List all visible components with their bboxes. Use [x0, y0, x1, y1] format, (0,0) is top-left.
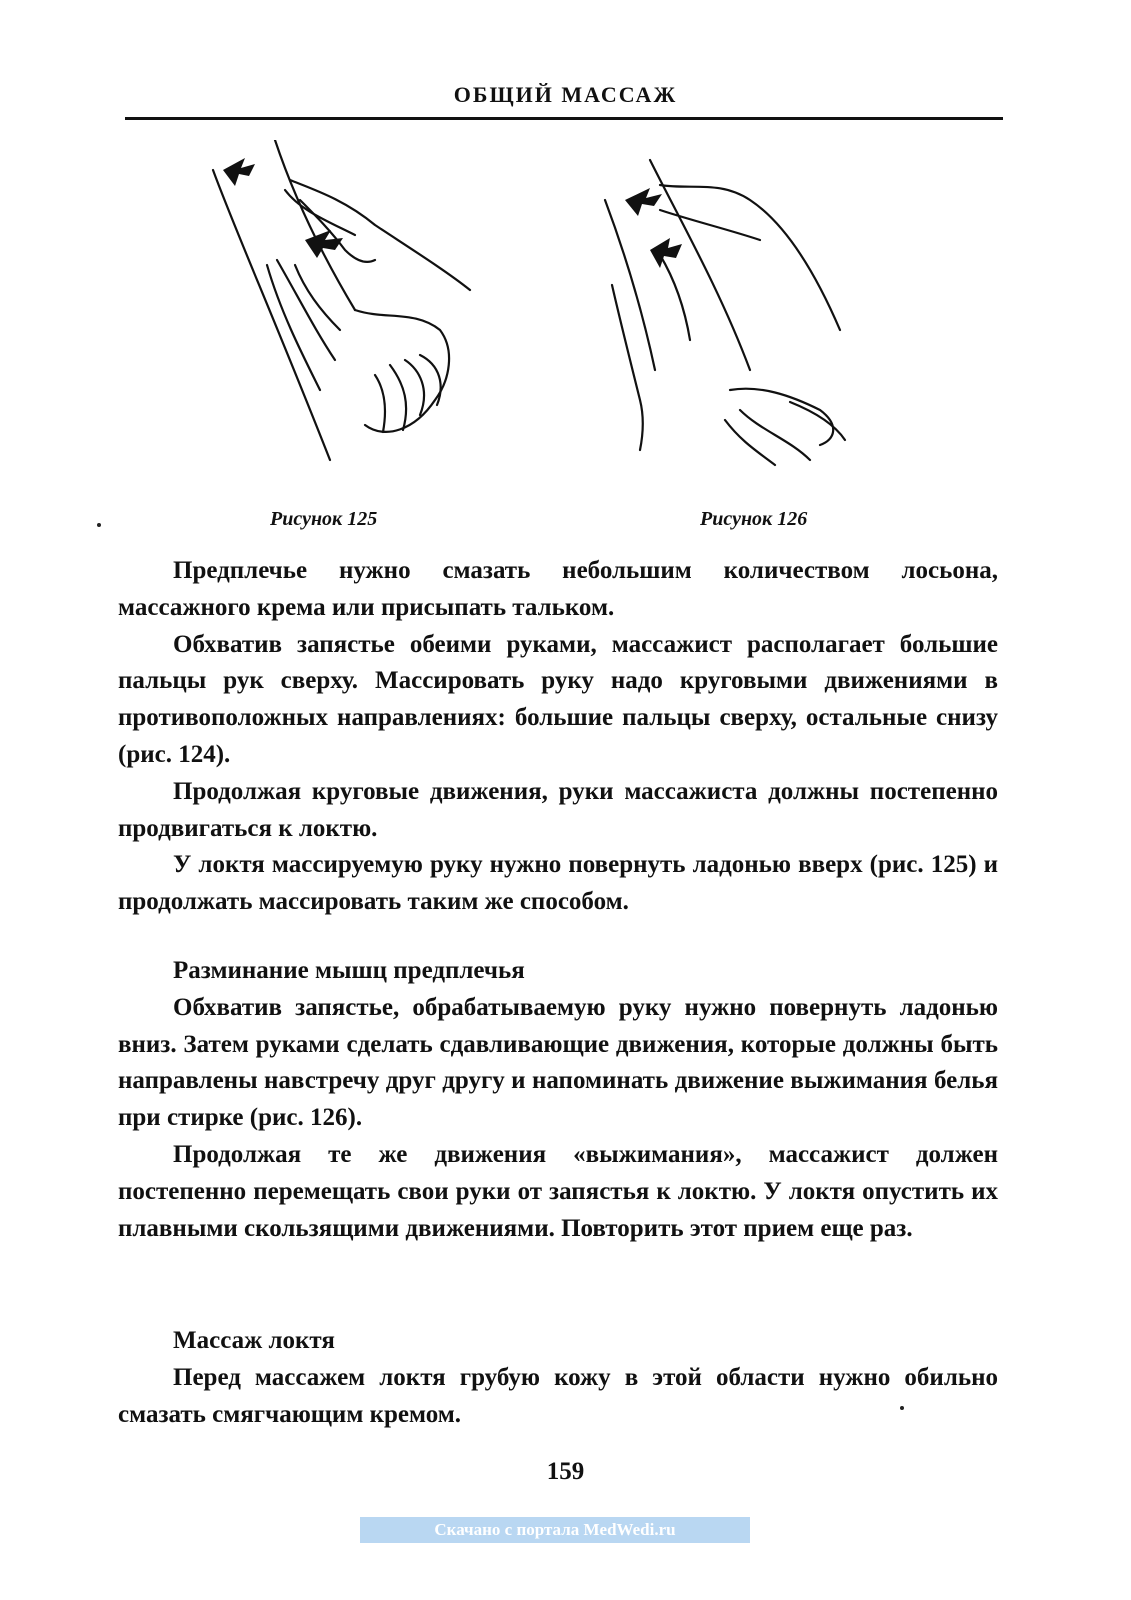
- section-kneading: [118, 953, 998, 1247]
- figure-125-illustration: [205, 140, 495, 480]
- paragraph: Обхватив запястье обеими руками, массажист располагает большие пальцы рук сверху. Массировать руку надо круговыми движениями в противоположных направлениях: большие пальцы сверху, остальные снизу (рис. 124).: [118, 630, 998, 768]
- paragraph: Предплечье нужно смазать небольшим количеством лосьона, массажного крема или присыпать тальком.: [118, 557, 998, 621]
- running-title: ОБЩИЙ МАССАЖ: [453, 82, 678, 107]
- section-heading: Разминание мышц предплечья: [173, 957, 525, 984]
- watermark-banner: Скачано с портала MedWedi.ru: [360, 1517, 750, 1543]
- paragraph: У локтя массируемую руку нужно повернуть ладонью вверх (рис. 125) и продолжать массировать таким же способом.: [118, 851, 998, 916]
- header-rule: [125, 117, 1003, 120]
- section-heading: Массаж локтя: [173, 1327, 335, 1354]
- figure-126-illustration: [590, 140, 890, 480]
- scan-speck: [97, 523, 101, 527]
- paragraph: Продолжая те же движения «выжимания», массажист должен постепенно перемещать свои руки от запястья к локтю. У локтя опустить их плавными скользящими движениями. Повторить этот прием еще раз.: [118, 1140, 998, 1242]
- paragraph: Перед массажем локтя грубую кожу в этой области нужно обильно смазать смягчающим кремом.: [118, 1363, 998, 1428]
- figure-126-caption: Рисунок 126: [700, 508, 808, 530]
- figure-125-caption: Рисунок 125: [270, 508, 378, 530]
- section-elbow: [118, 1323, 998, 1433]
- text-block-forearm: [118, 553, 998, 921]
- paragraph: Обхватив запястье, обрабатываемую руку нужно повернуть ладонью вниз. Затем руками сделать сдавливающие движения, которые должны быть направлены навстречу друг другу и напоминать движение выжимания белья при стирке (рис. 126).: [118, 993, 998, 1132]
- paragraph: Продолжая круговые движения, руки массажиста должны постепенно продвигаться к локтю.: [118, 777, 998, 842]
- page-number: 159: [546, 1458, 585, 1485]
